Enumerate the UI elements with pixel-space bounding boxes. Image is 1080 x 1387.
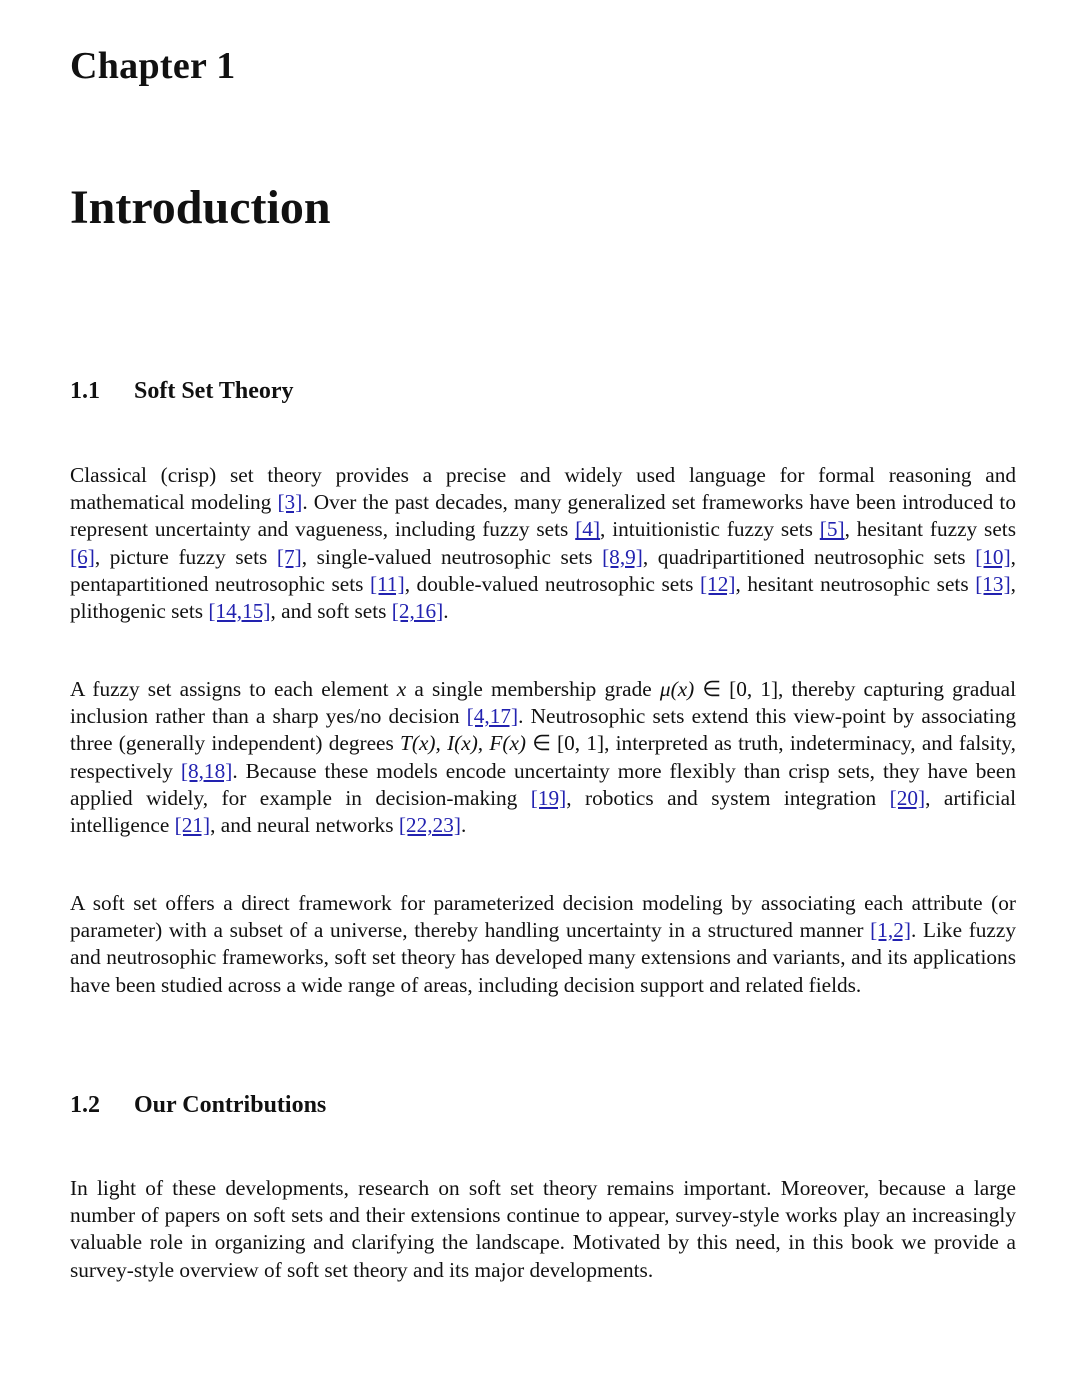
citation-link[interactable]: [4,17] (466, 704, 519, 729)
section-title: Our Contributions (134, 1092, 327, 1118)
citation-link[interactable]: [8,9] (602, 544, 643, 569)
citation-link[interactable]: [6] (70, 544, 95, 569)
section-number: 1.1 (70, 378, 100, 404)
citation-link[interactable]: [10] (975, 544, 1011, 569)
citation-link[interactable]: [2,16] (391, 599, 444, 624)
math-expression: μ(x) (659, 677, 695, 701)
paragraph: A soft set offers a direct framework for parameterized decision modeling by associating each attribute (or parameter) with a subset of a universe, thereby handling uncertainty in a structured manner [1,2]. Like fuzzy and neutrosophic frameworks, soft set theory has developed many extensions and variants, and its applications have been studied across a wide range of areas, including decision support and related fields. (70, 891, 1016, 997)
chapter-title: Introduction (70, 181, 331, 234)
citation-link[interactable]: [3] (277, 490, 303, 515)
chapter-label: Chapter 1 (70, 45, 236, 87)
citation-link[interactable]: [20] (889, 785, 926, 810)
citation-link[interactable]: [14,15] (208, 599, 271, 624)
section-number: 1.2 (70, 1092, 100, 1118)
citation-link[interactable]: [12] (699, 571, 736, 596)
citation-link[interactable]: [7] (276, 544, 302, 569)
citation-link[interactable]: [5] (819, 517, 845, 542)
paragraph: A fuzzy set assigns to each element x a single membership grade μ(x) ∈ [0, 1], thereby capturing gradual inclusion rather than a sharp yes/no decision [4,17]. Neutrosophic sets extend this view-point by associating three (generally independent) degrees T(x), I(x), F(x) ∈ [0, 1], interpreted as truth, indeterminacy, and falsity, respectively [8,18]. Because these models encode uncertainty more flexibly than crisp sets, they have been applied widely, for example in decision-making [19], robotics and system integration [20], artificial intelligence [21], and neural networks [22,23]. (70, 677, 1017, 838)
citation-link[interactable]: [11] (369, 571, 405, 596)
section-heading-soft-set-theory (70, 378, 294, 405)
paragraph: Classical (crisp) set theory provides a precise and widely used language for formal reasoning and mathematical modeling [3]. Over the past decades, many generalized set frameworks have been introduced to represent uncertainty and vagueness, including fuzzy sets [4], intuitionistic fuzzy sets [5], hesitant fuzzy sets [6], picture fuzzy sets [7], single-valued neutrosophic sets [8,9], quadripartitioned neutrosophic sets [10], pentapartitioned neutrosophic sets [11], double-valued neutrosophic sets [12], hesitant neutrosophic sets [13], plithogenic sets [14,15], and soft sets [2,16]. (70, 463, 1016, 624)
paragraph: In light of these developments, research on soft set theory remains important. Moreover, because a large number of papers on soft sets and their extensions continue to appear, survey-style works play an increasingly valuable role in organizing and clarifying the landscape. Motivated by this need, in this book we provide a survey-style overview of soft set theory and its major developments. (70, 1176, 1016, 1282)
citation-link[interactable]: [21] (174, 813, 211, 838)
citation-link[interactable]: [8,18] (180, 758, 233, 783)
citation-link[interactable]: [13] (975, 571, 1011, 596)
section-heading-our-contributions (70, 1092, 326, 1119)
citation-link[interactable]: [4] (575, 517, 601, 542)
section-title: Soft Set Theory (134, 378, 294, 404)
math-expression: T(x), I(x), F(x) (400, 731, 527, 756)
citation-link[interactable]: [1,2] (870, 918, 911, 943)
math-expression: x (396, 677, 407, 701)
citation-link[interactable]: [19] (530, 785, 567, 810)
citation-link[interactable]: [22,23] (398, 813, 461, 838)
